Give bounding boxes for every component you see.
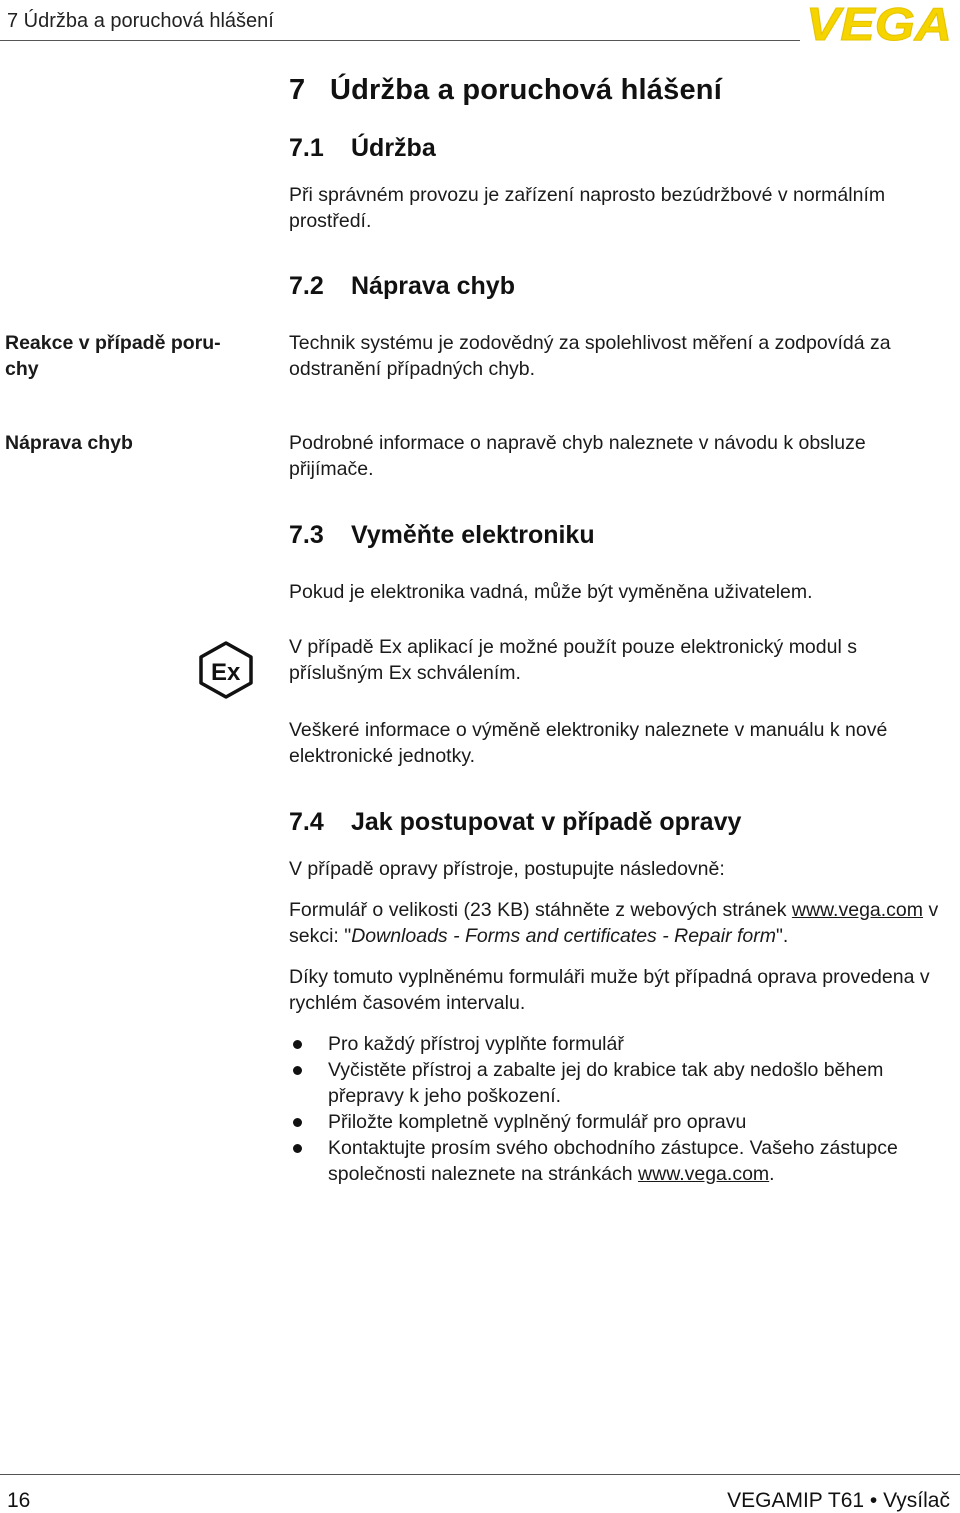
section-number: 7.4 xyxy=(289,808,324,836)
form-text-end: ". xyxy=(776,925,789,947)
margin-note-rectify: Náprava chyb xyxy=(5,432,133,454)
vega-website-link[interactable]: www.vega.com xyxy=(638,1163,770,1185)
svg-text:Ex: Ex xyxy=(211,659,241,686)
contact-text-end: . xyxy=(769,1163,775,1185)
form-download-path: Downloads - Forms and certificates - Repair form xyxy=(351,925,776,947)
section-number: 7.3 xyxy=(289,521,324,549)
footer-rule xyxy=(0,1474,960,1475)
repair-steps-list xyxy=(289,1031,955,1187)
vega-logo xyxy=(806,4,952,44)
section-title: Náprava chyb xyxy=(351,272,515,300)
ex-approval-paragraph: V případě Ex aplikací je možné použít pouze elektronický modul s příslušným Ex schválením. xyxy=(289,636,857,684)
section-title: Vyměňte elektroniku xyxy=(351,521,595,549)
ex-protection-icon xyxy=(196,640,256,700)
repair-intro-paragraph: V případě opravy přístroje, postupujte následovně: xyxy=(289,858,725,880)
form-text: Formulář o velikosti (23 KB) stáhněte z webových stránek xyxy=(289,899,792,921)
section-title: Údržba xyxy=(351,134,436,162)
page-number: 16 xyxy=(7,1489,31,1512)
electronics-exchange-paragraph: Pokud je elektronika vadná, může být vyměněna uživatelem. xyxy=(289,581,813,603)
running-header: 7 Údržba a poruchová hlášení xyxy=(7,10,274,32)
form-text-mid: v sekci: " xyxy=(289,899,939,947)
list-item: Pro každý přístroj vyplňte formulář xyxy=(289,1031,955,1057)
repair-quick-paragraph: Díky tomuto vyplněnému formuláři muže být případná oprava provedena v rychlém časovém intervalu. xyxy=(289,966,930,1014)
margin-note-fault-reaction: Reakce v případě poru-chy xyxy=(5,332,221,380)
vega-website-link[interactable]: www.vega.com xyxy=(791,899,924,921)
list-item xyxy=(289,1135,955,1187)
footer-product: VEGAMIP T61 • Vysílač xyxy=(727,1489,950,1512)
contact-text: Kontaktujte prosím svého obchodního zástupce. Vašeho zástupce společnosti naleznete na stránkách xyxy=(328,1137,898,1185)
header-rule xyxy=(0,40,800,41)
chapter-title xyxy=(289,74,722,107)
chapter-title-text: Údržba a poruchová hlášení xyxy=(330,74,722,106)
section-7-1-heading xyxy=(289,134,436,163)
electronics-manual-paragraph: Veškeré informace o výměně elektroniky naleznete v manuálu k nové elektronické jednotky. xyxy=(289,719,888,767)
section-title: Jak postupovat v případě opravy xyxy=(351,808,742,836)
section-7-2-heading xyxy=(289,272,515,301)
list-item: Přiložte kompletně vyplněný formulář pro opravu xyxy=(289,1109,955,1135)
section-number: 7.2 xyxy=(289,272,324,300)
rectify-paragraph: Podrobné informace o napravě chyb naleznete v návodu k obsluze přijímače. xyxy=(289,432,866,480)
list-item: Vyčistěte přístroj a zabalte jej do krabice tak aby nedošlo během přepravy k jeho poškození. xyxy=(289,1057,955,1109)
section-number: 7.1 xyxy=(289,134,324,162)
maintenance-paragraph: Při správném provozu je zařízení naprosto bezúdržbové v normálním prostředí. xyxy=(289,184,886,232)
chapter-number: 7 xyxy=(289,74,306,106)
section-7-3-heading xyxy=(289,521,595,550)
fault-reaction-paragraph: Technik systému je zodovědný za spolehlivost měření a zodpovídá za odstranění případných chyb. xyxy=(289,332,891,380)
repair-form-paragraph xyxy=(289,897,955,949)
section-7-4-heading xyxy=(289,808,741,837)
vega-logo-text: VEGA xyxy=(806,4,952,44)
